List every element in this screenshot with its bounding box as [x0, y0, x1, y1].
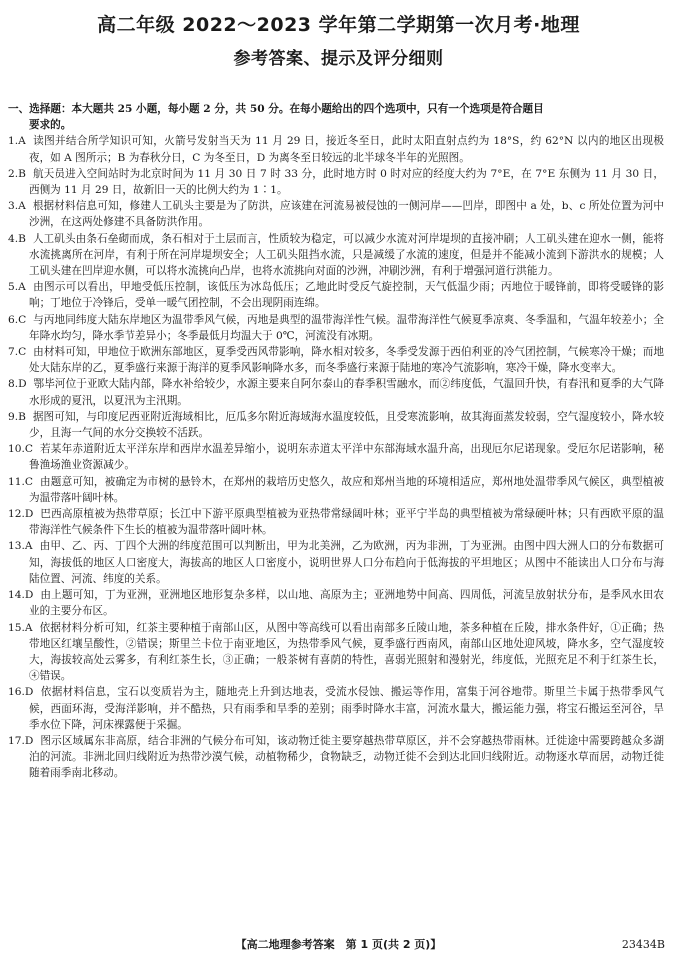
answer-number: 12. — [8, 508, 25, 521]
answer-item — [8, 733, 664, 782]
answer-number: 6. — [8, 313, 19, 326]
answer-choice: B — [18, 232, 26, 245]
answer-item — [8, 198, 664, 230]
footer-page-info: 【高二地理参考答案 第 1 页(共 2 页)】 — [235, 938, 442, 951]
answer-choice: D — [24, 508, 34, 521]
answer-choice: C — [18, 346, 27, 359]
section-heading — [8, 101, 664, 133]
answer-number: 11. — [8, 475, 25, 488]
answer-explanation: 巴西高原植被为热带草原；长江中下游平原典型植被为亚热带常绿阔叶林；亚平宁半岛的典型植被为常绿硬叶林；只有西欧平原的温带海洋性气候条件下生长的植被为温带落叶阔叶林。 — [29, 508, 664, 537]
section-heading-line1: 一、选择题：本大题共 25 小题，每小题 2 分，共 50 分。在每小题给出的四个选项中，只有一个选项是符合题目 — [8, 103, 544, 115]
answer-item — [8, 344, 664, 376]
answer-explanation: 读图并结合所学知识可知，火箭号发射当天为 11 月 29 日，接近冬至日，此时太阳直射点约为 18°S，约 62°N 以内的地区出现极夜，如 A 图所示；B 为春秋分日，C 为冬至日，D 为离冬至日较远的北半球冬半年的光照图。 — [29, 135, 664, 164]
answer-number: 1. — [8, 135, 19, 148]
answer-explanation: 由甲、乙、丙、丁四个大洲的纬度范围可以判断出，甲为北美洲，乙为欧洲，丙为非洲，丁为亚洲。由图中四大洲人口的分布数据可知，海拔低的地区人口密度大，海拔高的地区人口密度小，说明世界人口分布趋向于低海拔的平坦地区；从图中不能读出人口分布与海陆位置、河流、纬度的关系。 — [29, 540, 664, 585]
answer-item — [8, 279, 664, 311]
answer-number: 13. — [8, 540, 25, 553]
answer-number: 14. — [8, 589, 25, 602]
answer-choice: D — [24, 589, 34, 602]
answer-item — [8, 684, 664, 733]
answer-explanation: 与丙地同纬度大陆东岸地区为温带季风气候，丙地是典型的温带海洋性气候。温带海洋性气候夏季凉爽、冬季温和，气温年较差小；全年降水均匀，降水季节差异小；冬季最低月均温大于 0℃，河流没有冰期。 — [29, 313, 664, 342]
answer-number: 16. — [8, 686, 25, 699]
answer-explanation: 由上题可知，丁为亚洲，亚洲地区地形复杂多样，以山地、高原为主；亚洲地势中间高、四周低，河流呈放射状分布，是季风水田农业的主要分布区。 — [29, 589, 664, 618]
answer-explanation: 由材料可知，甲地位于欧洲东部地区，夏季受西风带影响，降水相对较多，冬季受发源于西伯利亚的冷气团控制，气候寒冷干燥；而地处大陆东岸的乙，夏季盛行来源于海洋的夏季风影响降水多，而冬季盛行来源于陆地的寒冷气流影响，寒冷干燥，降水变率大。 — [29, 346, 664, 375]
page-subtitle: 参考答案、提示及评分细则 — [233, 49, 444, 69]
answer-choice: A — [24, 621, 33, 634]
answer-item — [8, 538, 664, 587]
answer-choice: D — [24, 686, 34, 699]
answer-item — [8, 474, 664, 506]
answer-item — [8, 376, 664, 408]
answer-explanation: 由题意可知，被确定为市树的悬铃木，在郑州的栽培历史悠久，故应和郑州当地的环境相适应，郑州地处温带季风气候区，典型植被为温带落叶阔叶林。 — [29, 475, 664, 504]
answer-choice: A — [18, 135, 26, 148]
footer-code: 23434B — [621, 938, 665, 951]
answer-item — [8, 620, 664, 685]
answer-choice: D — [18, 378, 27, 391]
answer-number: 2. — [8, 167, 19, 180]
answer-item — [8, 133, 664, 165]
answer-choice: A — [18, 200, 26, 213]
answer-choice: C — [24, 475, 33, 488]
answer-explanation: 航天员进入空间站时为北京时间为 11 月 30 日 7 时 33 分，此时地方时 0 时对应的经度大约为 7°E，在 7°E 东侧为 11 月 30 日，西侧为 11 月 29 日，故新旧一天的比例大约为 1∶1。 — [29, 167, 664, 197]
answer-item — [8, 441, 664, 473]
answer-choice: D — [24, 734, 34, 747]
answer-explanation: 依据材料分析可知，红茶主要种植于南部山区，从图中等高线可以看出南部多丘陵山地，茶多种植在丘陵，排水条件好，①正确；热带地区红壤呈酸性，②错误；斯里兰卡位于南亚地区，为热带季风气候，夏季盛行西南风，南部山区地处迎风坡，降水多，空气湿度较大，海拔较高处云雾多，有利红茶生长，③正确；一般茶树有喜荫的特性，喜弱光照射和漫射光，纬度低，光照充足不利于红茶生长，④错误。 — [29, 621, 664, 683]
answer-explanation: 据图可知，与印度尼西亚附近海域相比，厄瓜多尔附近海域海水温度较低，且受寒流影响，故其海面蒸发较弱，空气湿度较小，降水较少，且海一气间的水分交换较不活跃。 — [29, 410, 664, 440]
answer-item — [8, 231, 664, 280]
answer-explanation: 人工矶头由条石垒砌而成，条石相对于土层而言，性质较为稳定，可以减少水流对河岸堤坝的直接冲刷；人工矶头建在迎水一侧，能将水流挑离所在河岸，有利于所在河岸堤坝安全；人工矶头阻挡水流，只是减缓了水流的速度，但是并不能减小流到下游洪水的规模；人工矶头建在凹岸迎水侧，可以将水流挑向凸岸，也将水流挑向对面的沙洲，冲刷沙洲，有利于增强河道行洪能力。 — [29, 232, 664, 278]
answer-number: 4. — [8, 232, 19, 245]
answer-choice: A — [18, 281, 26, 294]
answer-item — [8, 409, 664, 441]
answer-number: 15. — [8, 621, 25, 634]
answer-choice: B — [18, 167, 26, 180]
answer-number: 8. — [8, 378, 19, 391]
answer-number: 9. — [8, 410, 19, 423]
answer-item — [8, 166, 664, 198]
answer-explanation: 鄂毕河位于亚欧大陆内部，降水补给较少，水源主要来自阿尔泰山的春季积雪融水，而②纬度低，气温回升快，有春汛和夏季的大气降水形成的夏汛，以夏汛为主汛期。 — [29, 378, 664, 407]
answer-choice: B — [18, 410, 26, 423]
answer-number: 5. — [8, 281, 19, 294]
answer-choice: A — [24, 540, 33, 553]
answer-item — [8, 587, 664, 619]
answer-choice: C — [18, 313, 27, 326]
section-heading-line2: 要求的。 — [29, 119, 72, 132]
answer-list — [8, 133, 664, 781]
answer-choice: C — [24, 443, 33, 456]
answer-explanation: 由图示可以看出，甲地受低压控制，该低压为冰岛低压；乙地此时受反气旋控制，天气低温少雨；丙地位于暖锋前，即将受暖锋的影响；丁地位于冷锋后，受单一暖气团控制，不会出现阴雨连绵。 — [29, 281, 664, 310]
answer-explanation: 依据材料信息，宝石以变质岩为主，随地壳上升到达地表，受流水侵蚀、搬运等作用，富集于河谷地带。斯里兰卡属于热带季风气候，西面环海，受海洋影响，并不酷热，只有雨季和旱季的差别；雨季时降水丰富，河流水量大，搬运能力强，将宝石搬运至河谷，旱季水位下降，河床裸露便于采掘。 — [29, 686, 664, 731]
answer-content — [8, 101, 664, 782]
answer-number: 17. — [8, 734, 25, 747]
answer-item — [8, 312, 664, 344]
answer-explanation: 图示区域属东非高原，结合非洲的气候分布可知，该动物迁徙主要穿越热带草原区，并不会穿越热带雨林。迁徙途中需要跨越众多湖泊的河流。非洲北回归线附近为热带沙漠气候，动植物稀少，食物缺乏，动物迁徙不会到达北回归线附近。动物逐水草而居，动物迁徙随着雨季南北移动。 — [29, 734, 664, 780]
answer-number: 3. — [8, 200, 19, 213]
answer-explanation: 若某年赤道附近太平洋东岸和西岸水温差异缩小，说明东赤道太平洋中东部海域水温升高，出现厄尔尼诺现象。受厄尔尼诺影响，秘鲁渔场渔业资源减少。 — [29, 443, 664, 472]
answer-number: 10. — [8, 443, 25, 456]
answer-explanation: 根据材料信息可知，修建人工矶头主要是为了防洪，应该建在河流易被侵蚀的一侧河岸——凹岸，即图中 a 处，b、c 所处位置为河中沙洲，在这两处修建不具备防洪作用。 — [29, 200, 664, 229]
answer-item — [8, 506, 664, 538]
page-title: 高二年级 2022～2023 学年第二学期第一次月考·地理 — [97, 14, 580, 36]
answer-number: 7. — [8, 346, 19, 359]
